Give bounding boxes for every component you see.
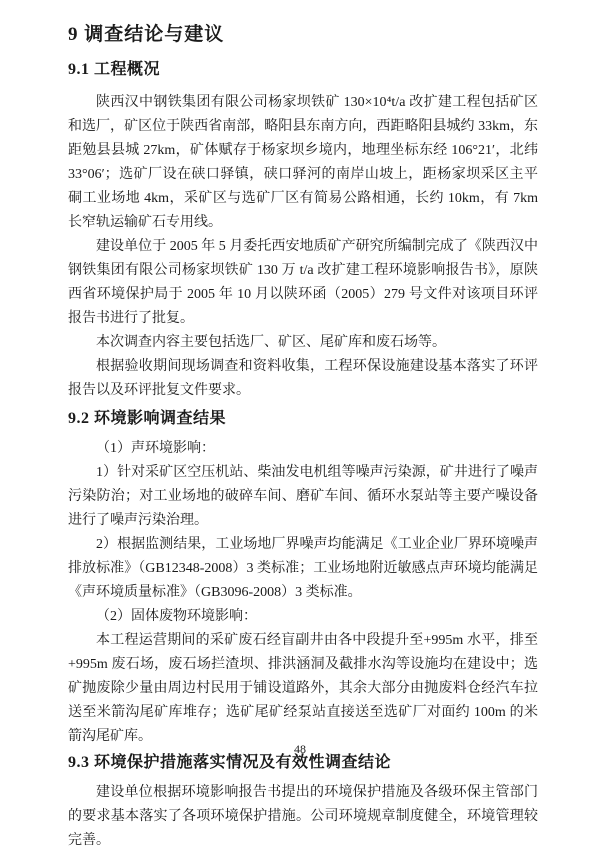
chapter-heading: 9 调查结论与建议 <box>68 24 225 45</box>
paragraph-project-overview-2: 建设单位于 2005 年 5 月委托西安地质矿产研究所编制完成了《陕西汉中钢铁集团有限公司杨家坝铁矿 130 万 t/a 改扩建工程环境影响报告书》，原陕西省环境保护局于 2005 年 10 月以陕环函（2005）279 号文件对该项目环评报告书进行了批复。 <box>68 239 538 326</box>
paragraph-project-overview-4: 根据验收期间现场调查和资料收集，工程环保设施建设基本落实了环评报告以及环评批复文件要求。 <box>68 359 538 398</box>
paragraph-measures-conclusion: 建设单位根据环境影响报告书提出的环境保护措施及各级环保主管部门的要求基本落实了各项环境保护措施。公司环境规章制度健全，环境管理较完善。 <box>68 785 538 848</box>
paragraph-project-overview-3: 本次调查内容主要包括选厂、矿区、尾矿库和废石场等。 <box>96 335 446 350</box>
paragraph-noise-impact-1: 1）针对采矿区空压机站、柴油发电机组等噪声污染源，矿井进行了噪声污染防治；对工业场地的破碎车间、磨矿车间、循环水泵站等主要产噪设备进行了噪声污染治理。 <box>68 465 538 528</box>
paragraph-solid-waste-1: 本工程运营期间的采矿废石经盲副井由各中段提升至+995m 水平，排至+995m 废石场，废石场拦渣坝、排洪涵洞及截排水沟等设施均在建设中；选矿抛废除少量由周边村民用于铺设道路外，其余大部分由抛废料仓经汽车拉送至米箭沟尾矿库堆存；选矿尾矿经泵站直接送至选矿厂对面约 100m 的米箭沟尾矿库。 <box>68 633 538 744</box>
paragraph-solid-waste-label: （2）固体废物环境影响： <box>96 609 257 624</box>
section-heading-9-2: 9.2 环境影响调查结果 <box>68 410 227 427</box>
page-number: 48 <box>294 742 306 756</box>
section-heading-9-3: 9.3 环境保护措施落实情况及有效性调查结论 <box>68 754 392 771</box>
paragraph-noise-impact-label: （1）声环境影响： <box>96 441 215 456</box>
paragraph-noise-impact-2: 2）根据监测结果，工业场地厂界噪声均能满足《工业企业厂界环境噪声排放标准》（GB12348-2008）3 类标准；工业场地附近敏感点声环境均能满足《声环境质量标准》（GB3096-2008）3 类标准。 <box>68 537 538 600</box>
paragraph-project-overview-1: 陕西汉中钢铁集团有限公司杨家坝铁矿 130×10⁴t/a 改扩建工程包括矿区和选厂，矿区位于陕西省南部，略阳县东南方向，西距略阳县城约 33km，东距勉县县城 27km，矿体赋存于杨家坝乡境内，地理坐标东经 106°21′，北纬 33°06′；选矿厂设在硖口驿镇，硖口驿河的南岸山坡上，距杨家坝采区主平硐工业场地 4km，采矿区与选矿厂区有简易公路相通，长约 10km，有 7km 长窄轨运输矿石专用线。 <box>68 95 538 230</box>
section-heading-9-1: 9.1 工程概况 <box>68 61 161 78</box>
